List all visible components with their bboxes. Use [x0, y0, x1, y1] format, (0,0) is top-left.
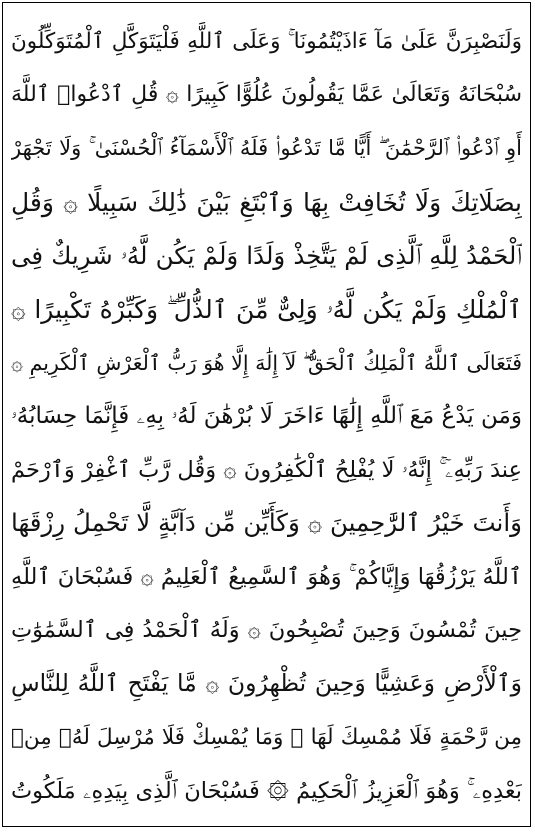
line-5: ٱلْحَمْدُ لِلَّهِ ٱلَّذِى لَمْ يَتَّخِذْ وَلَدًا وَلَمْ يَكُن لَّهُۥ شَرِيكٌ فِى	[11, 240, 522, 270]
text-line	[11, 336, 522, 390]
line-14: مِن رَّحْمَةٍ فَلَا مُمْسِكَ لَهَا ۖ وَمَا يُمْسِكْ فَلَا مُرْسِلَ لَهُۥ مِنۢ	[11, 724, 522, 750]
line-10: وَأَنتَ خَيْرُ ٱلرَّٰحِمِينَ ۞ وَكَأَيِّن مِّن دَآبَّةٍ لَّا تَحْمِلُ رِزْقَهَا	[11, 508, 522, 538]
text-line	[11, 711, 522, 765]
line-9: عِندَ رَبِّهِۦٓ ۚ إِنَّهُۥ لَا يُفْلِحُ ٱلْكَٰفِرُونَ ۞ وَقُل رَّبِّ ٱغْفِرْ وَٱرْحَمْ	[11, 456, 522, 483]
text-line	[11, 229, 522, 283]
line-8: وَمَن يَدْعُ مَعَ ٱللَّهِ إِلَٰهًا ءَاخَرَ لَا بُرْهَٰنَ لَهُۥ بِهِۦ فَإِنَّمَا حِسَابُهُۥ	[11, 402, 522, 429]
text-line	[11, 15, 522, 69]
text-line	[11, 497, 522, 551]
line-6: ٱلْمُلْكِ وَلَمْ يَكُن لَّهُۥ وَلِىٌّ مِّنَ ٱلذُّلِّ ۖ وَكَبِّرْهُ تَكْبِيرًا ۞	[11, 294, 522, 324]
text-line	[11, 283, 522, 337]
line-1: وَلَنَصْبِرَنَّ عَلَىٰ مَآ ءَاذَيْتُمُونَا ۚ وَعَلَى ٱللَّهِ فَلْيَتَوَكَّلِ ٱلْمُتَوَكِّلُونَ	[11, 29, 522, 55]
text-line	[11, 604, 522, 658]
line-4: بِصَلَاتِكَ وَلَا تُخَافِتْ بِهَا وَٱبْتَغِ بَيْنَ ذَٰلِكَ سَبِيلًا ۞ وَقُلِ	[11, 187, 522, 217]
text-line	[11, 390, 522, 444]
line-15: بَعْدِهِۦ ۚ وَهُوَ ٱلْعَزِيزُ ٱلْحَكِيمُ ۞ فَسُبْحَانَ ٱلَّذِى بِيَدِهِۦ مَلَكُوتُ	[11, 777, 522, 804]
line-11: ٱللَّهُ يَرْزُقُهَا وَإِيَّاكُمْ ۚ وَهُوَ ٱلسَّمِيعُ ٱلْعَلِيمُ ۞ فَسُبْحَانَ ٱللَّهِ	[11, 563, 522, 590]
text-line	[11, 443, 522, 497]
line-7: فَتَعَالَى ٱللَّهُ ٱلْمَلِكُ ٱلْحَقُّ ۖ لَآ إِلَٰهَ إِلَّا هُوَ رَبُّ ٱلْعَرْشِ ٱلْكَرِيمِ ۞	[11, 350, 522, 375]
line-12: حِينَ تُمْسُونَ وَحِينَ تُصْبِحُونَ ۞ وَلَهُ ٱلْحَمْدُ فِى ٱلسَّمَٰوَٰتِ	[11, 617, 522, 644]
text-line	[11, 122, 522, 176]
text-line	[11, 69, 522, 123]
arabic-text-block	[11, 15, 522, 818]
text-line	[11, 764, 522, 818]
line-3: أَوِ ٱدْعُوا۟ ٱلرَّحْمَٰنَ ۖ أَيًّا مَّا تَدْعُوا۟ فَلَهُ ٱلْأَسْمَآءُ ٱلْحُسْنَىٰ ۚ وَلَا تَجْهَرْ	[11, 136, 522, 161]
text-line	[11, 550, 522, 604]
line-2: سُبْحَانَهُ وَتَعَالَىٰ عَمَّا يَقُولُونَ عُلُوًّا كَبِيرًا ۞ قُلِ ٱدْعُوا۟ ٱللَّهَ	[11, 82, 522, 108]
text-line	[11, 657, 522, 711]
line-13: وَٱلْأَرْضِ وَعَشِيًّا وَحِينَ تُظْهِرُونَ ۞ مَّا يَفْتَحِ ٱللَّهُ لِلنَّاسِ	[11, 669, 522, 698]
text-line	[11, 176, 522, 230]
page-frame	[2, 2, 531, 827]
